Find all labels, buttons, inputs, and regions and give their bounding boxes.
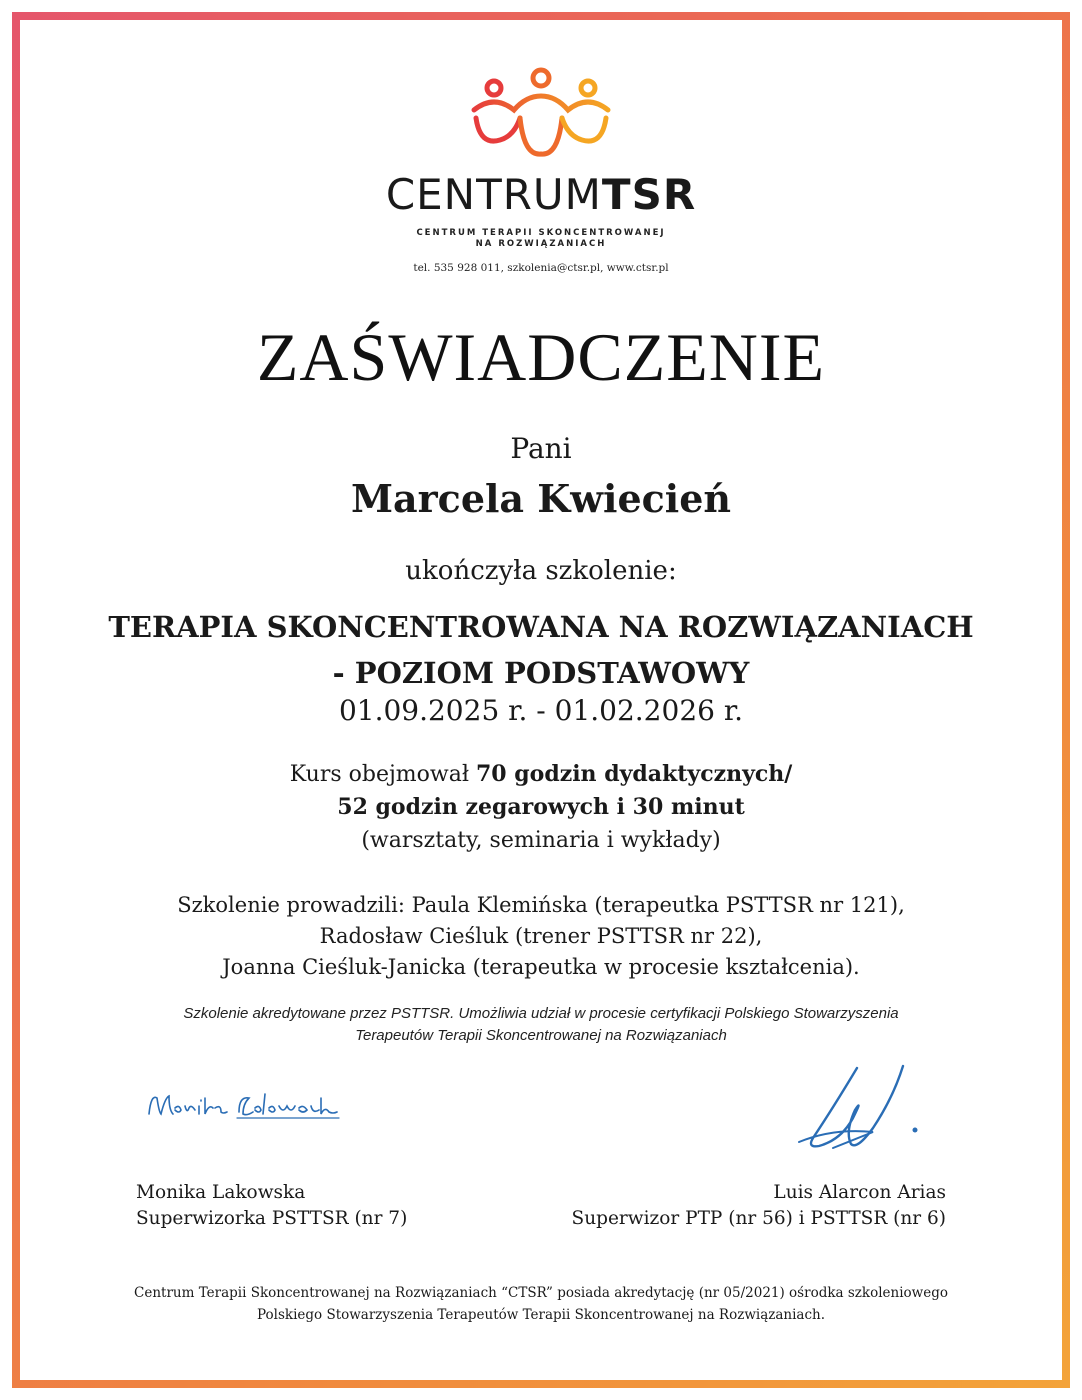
ctsr-logo-icon (466, 66, 616, 160)
recipient-name: Marcela Kwiecień (350, 476, 732, 521)
footer-note: Centrum Terapii Skoncentrowanej na Rozwiązaniach “CTSR” posiada akredytację (nr 05/2021) ośrodka szkoleniowego Polskiego Stowarzyszenia Terapeutów Terapii Skoncentrowanej na Rozwiązaniach. (134, 1285, 948, 1323)
course-hours: Kurs obejmował 70 godzin dydaktycznych/ 52 godzin zegarowych i 30 minut (warsztaty, seminaria i wykłady) (289, 761, 793, 853)
completed-text: ukończyła szkolenie: (405, 556, 677, 586)
brand-name: CENTRUMTSR (385, 170, 697, 219)
trainers: Szkolenie prowadzili: Paula Klemińska (terapeutka PSTTSR nr 121), Radosław Cieśluk (trener PSTTSR nr 22), Joanna Cieśluk-Janicka (terapeutka w procesie kształcenia). (177, 893, 905, 979)
certificate-title: ZAŚWIADCZENIE (256, 319, 826, 395)
salutation: Pani (510, 432, 572, 465)
signer-left: Monika Lakowska Superwizorka PSTTSR (nr 7) (136, 1182, 408, 1229)
contact-info: tel. 535 928 011, szkolenia@ctsr.pl, www.ctsr.pl (413, 262, 669, 274)
accreditation-note: Szkolenie akredytowane przez PSTTSR. Umożliwia udział w procesie certyfikacji Polskiego Stowarzyszenia Terapeutów Terapii Skoncentrowanej na Rozwiązaniach (183, 1005, 899, 1044)
signature-monika-lakowska (143, 1084, 343, 1128)
signature-luis-alarcon-arias (793, 1058, 928, 1156)
course-dates: 01.09.2025 r. - 01.02.2026 r. (338, 694, 744, 727)
brand-subtitle: CENTRUM TERAPII SKONCENTROWANEJ NA ROZWIĄZANIACH (416, 228, 666, 249)
course-name: TERAPIA SKONCENTROWANA NA ROZWIĄZANIACH - POZIOM PODSTAWOWY (108, 610, 974, 690)
signer-right: Luis Alarcon Arias Superwizor PTP (nr 56) i PSTTSR (nr 6) (571, 1182, 946, 1229)
